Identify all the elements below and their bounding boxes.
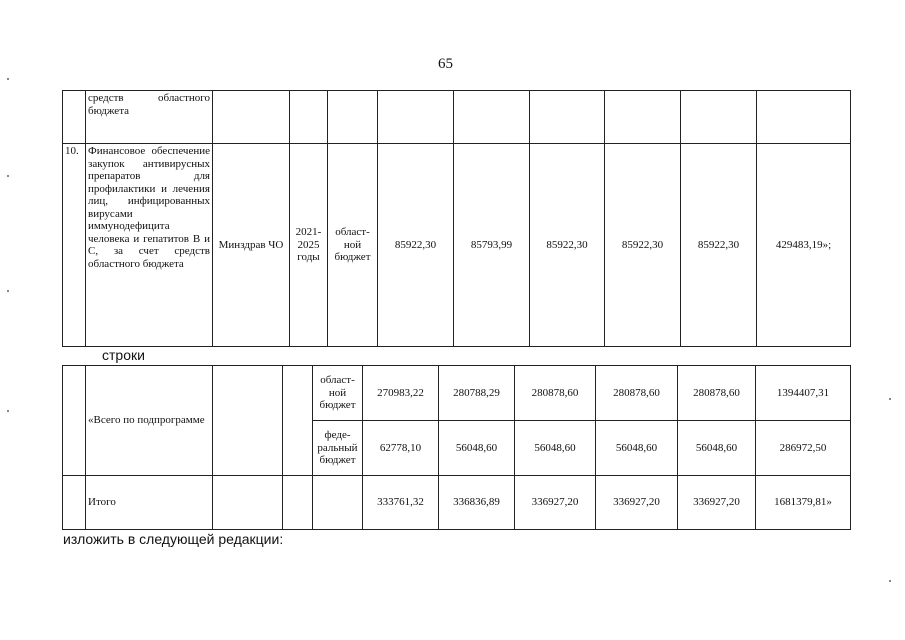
- footer-text: изложить в следующей редакции:: [63, 531, 284, 547]
- program-table-fragment: [62, 90, 851, 347]
- source-cell: феде-ральный бюджет: [313, 421, 363, 476]
- value-cell: 85922,30: [681, 144, 757, 347]
- scan-speck: [7, 175, 9, 177]
- value-cell: 56048,60: [596, 421, 678, 476]
- value-cell: 56048,60: [515, 421, 596, 476]
- row-name: средств областного бюджета: [86, 91, 213, 144]
- scan-speck: [7, 290, 9, 292]
- value-cell: 62778,10: [363, 421, 439, 476]
- table-row: [63, 366, 851, 421]
- value-cell: 85793,99: [454, 144, 530, 347]
- page-number: 65: [438, 56, 453, 72]
- value-cell: 56048,60: [678, 421, 756, 476]
- scan-speck: [889, 580, 891, 582]
- value-cell: 85922,30: [530, 144, 605, 347]
- table-row: [63, 144, 851, 347]
- total-cell: 1394407,31: [756, 366, 851, 421]
- value-cell: 280878,60: [596, 366, 678, 421]
- row-number: [63, 91, 86, 144]
- value-cell: 85922,30: [378, 144, 454, 347]
- row-number: 10.: [63, 144, 86, 347]
- scan-speck: [7, 78, 9, 80]
- years-cell: 2021-2025 годы: [290, 144, 328, 347]
- value-cell: 280878,60: [678, 366, 756, 421]
- value-cell: 336927,20: [596, 476, 678, 530]
- source-cell: област-ной бюджет: [313, 366, 363, 421]
- table-row: [63, 476, 851, 530]
- executor-cell: Минздрав ЧО: [213, 144, 290, 347]
- value-cell: 336927,20: [678, 476, 756, 530]
- total-cell: 429483,19»;: [757, 144, 851, 347]
- source-cell: област-ной бюджет: [328, 144, 378, 347]
- value-cell: 56048,60: [439, 421, 515, 476]
- total-label: «Всего по подпрограмме: [86, 366, 213, 476]
- row-name: Финансовое обеспечение закупок антивирусных препаратов для профилактики и лечения лиц, инфицированных вирусами иммунодефицита человека и гепатитов В и С, за счет средств областного бюджета: [86, 144, 213, 347]
- value-cell: 280788,29: [439, 366, 515, 421]
- itogo-label: Итого: [86, 476, 213, 530]
- scan-speck: [889, 398, 891, 400]
- label-stroki: строки: [102, 347, 145, 363]
- value-cell: 280878,60: [515, 366, 596, 421]
- total-cell: 286972,50: [756, 421, 851, 476]
- value-cell: 270983,22: [363, 366, 439, 421]
- value-cell: 336836,89: [439, 476, 515, 530]
- scan-speck: [7, 410, 9, 412]
- subprogram-totals-table: [62, 365, 851, 530]
- value-cell: 85922,30: [605, 144, 681, 347]
- value-cell: 336927,20: [515, 476, 596, 530]
- total-cell: 1681379,81»: [756, 476, 851, 530]
- value-cell: 333761,32: [363, 476, 439, 530]
- table-row: [63, 91, 851, 144]
